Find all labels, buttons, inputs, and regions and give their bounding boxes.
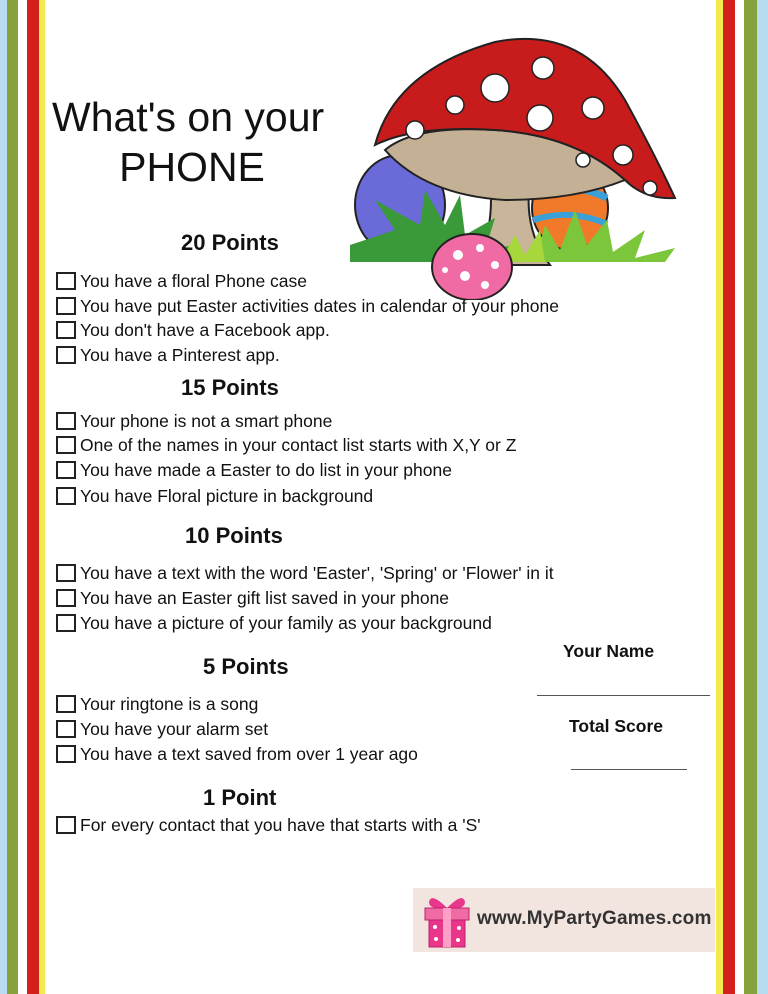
section-heading: 10 Points bbox=[185, 523, 283, 548]
section-heading: 15 Points bbox=[181, 375, 279, 400]
checkbox[interactable] bbox=[56, 272, 76, 290]
item-label: You have an Easter gift list saved in your phone bbox=[80, 587, 450, 608]
list-item[interactable] bbox=[56, 813, 481, 837]
checkbox[interactable] bbox=[56, 436, 76, 454]
list-item[interactable] bbox=[56, 409, 332, 433]
title-line-2: PHONE bbox=[119, 144, 265, 190]
stripe-white bbox=[735, 0, 744, 994]
checkbox[interactable] bbox=[56, 695, 76, 713]
checkbox[interactable] bbox=[56, 412, 76, 430]
stripe-green bbox=[7, 0, 18, 994]
item-label: For every contact that you have that starts with a 'S' bbox=[80, 814, 481, 835]
stripe-red bbox=[723, 0, 735, 994]
item-label: You have a text with the word 'Easter', 'Spring' or 'Flower' in it bbox=[80, 562, 554, 583]
stripe-blue bbox=[757, 0, 768, 994]
title-line-1: What's on your bbox=[52, 94, 325, 140]
item-label: You have Floral picture in background bbox=[80, 485, 374, 506]
item-label: You have your alarm set bbox=[80, 718, 269, 739]
pink-egg-icon bbox=[432, 234, 512, 300]
list-item[interactable] bbox=[56, 742, 418, 766]
item-label: You have made a Easter to do list in your phone bbox=[80, 459, 452, 480]
item-label: You have a Pinterest app. bbox=[80, 344, 280, 365]
list-item[interactable] bbox=[56, 458, 452, 482]
item-label: Your ringtone is a song bbox=[80, 693, 259, 714]
your-name-label: Your Name bbox=[563, 641, 655, 661]
checkbox[interactable] bbox=[56, 816, 76, 834]
checkbox[interactable] bbox=[56, 297, 76, 315]
checkbox[interactable] bbox=[56, 346, 76, 364]
checkbox[interactable] bbox=[56, 720, 76, 738]
checkbox[interactable] bbox=[56, 745, 76, 763]
list-item[interactable] bbox=[56, 269, 307, 293]
checkbox[interactable] bbox=[56, 461, 76, 479]
score-write-line[interactable] bbox=[571, 769, 687, 770]
item-label: You have a floral Phone case bbox=[80, 270, 308, 291]
list-item[interactable] bbox=[56, 586, 449, 610]
section-heading: 5 Points bbox=[203, 654, 289, 679]
checkbox[interactable] bbox=[56, 589, 76, 607]
list-item[interactable] bbox=[56, 433, 516, 457]
list-item[interactable] bbox=[56, 717, 268, 741]
section-heading: 20 Points bbox=[181, 230, 279, 255]
list-item[interactable] bbox=[56, 692, 258, 716]
stripe-red bbox=[27, 0, 39, 994]
item-label: One of the names in your contact list starts with X,Y or Z bbox=[80, 434, 517, 455]
list-item[interactable] bbox=[56, 294, 559, 318]
gift-box-icon bbox=[421, 892, 473, 950]
name-write-line[interactable] bbox=[537, 695, 710, 696]
stripe-yellow bbox=[39, 0, 45, 994]
website-banner bbox=[413, 888, 715, 952]
section-heading: 1 Point bbox=[203, 785, 277, 810]
list-item[interactable] bbox=[56, 484, 373, 508]
item-label: You have put Easter activities dates in calendar of your phone bbox=[80, 295, 559, 316]
item-label: Your phone is not a smart phone bbox=[80, 410, 333, 431]
stripe-blue bbox=[0, 0, 7, 994]
list-item[interactable] bbox=[56, 611, 492, 635]
checkbox[interactable] bbox=[56, 487, 76, 505]
website-url[interactable]: www.MyPartyGames.com bbox=[477, 908, 712, 929]
total-score-label: Total Score bbox=[569, 716, 664, 736]
item-label: You have a text saved from over 1 year ago bbox=[80, 743, 418, 764]
list-item[interactable] bbox=[56, 318, 330, 342]
stripe-white bbox=[18, 0, 27, 994]
list-item[interactable] bbox=[56, 561, 554, 585]
mushroom-easter-egg-illustration bbox=[345, 30, 690, 300]
stripe-green bbox=[744, 0, 757, 994]
checkbox[interactable] bbox=[56, 321, 76, 339]
item-label: You don't have a Facebook app. bbox=[80, 319, 330, 340]
list-item[interactable] bbox=[56, 343, 280, 367]
item-label: You have a picture of your family as your background bbox=[80, 612, 492, 633]
stripe-yellow bbox=[716, 0, 723, 994]
checkbox[interactable] bbox=[56, 564, 76, 582]
page-title bbox=[52, 92, 382, 192]
checkbox[interactable] bbox=[56, 614, 76, 632]
